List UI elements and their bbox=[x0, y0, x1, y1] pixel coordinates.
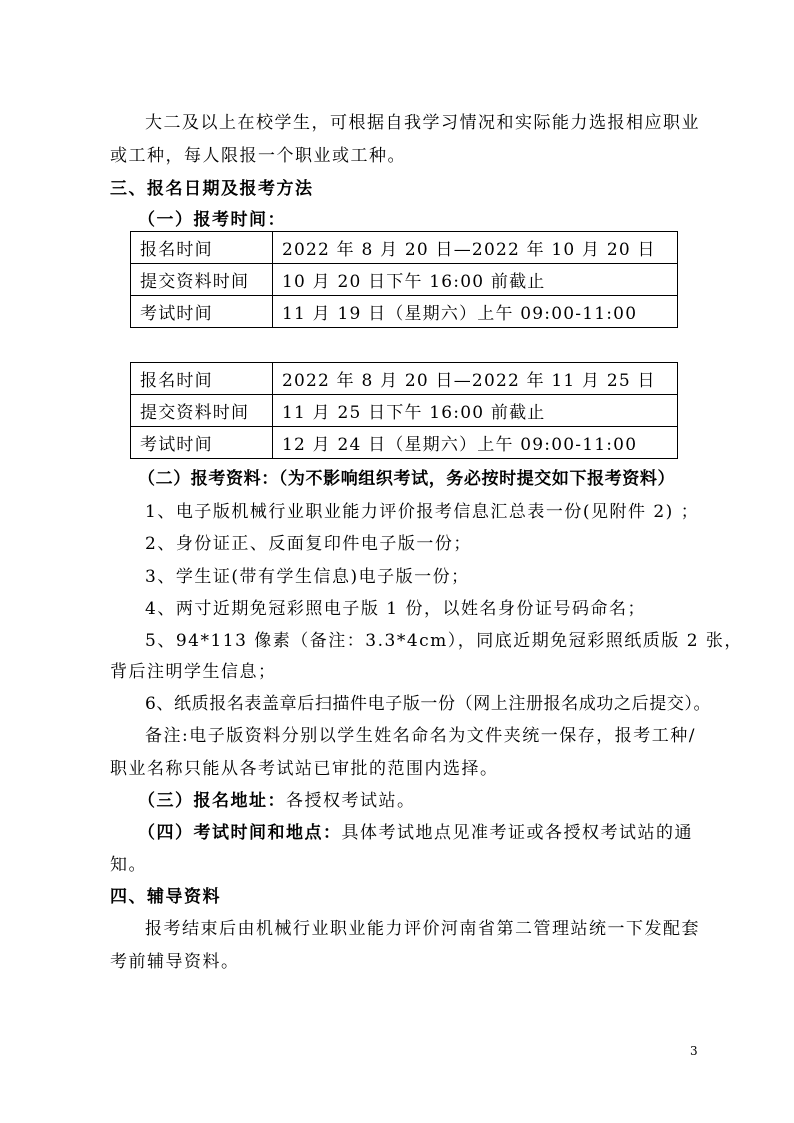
table-row bbox=[131, 232, 678, 264]
table-value-cell: 10 月 20 日下午 16:00 前截止 bbox=[273, 264, 678, 296]
table-key-cell: 报名时间 bbox=[131, 363, 273, 395]
table-key-cell: 提交资料时间 bbox=[131, 395, 273, 427]
table-key-cell: 考试时间 bbox=[131, 296, 273, 328]
subsection-3 bbox=[138, 789, 416, 813]
list-item: 3、学生证(带有学生信息)电子版一份； bbox=[145, 567, 470, 587]
table-value-cell: 2022 年 8 月 20 日—2022 年 11 月 25 日 bbox=[273, 363, 678, 395]
table-key-cell: 考试时间 bbox=[131, 427, 273, 459]
note-line-1: 备注:电子版资料分别以学生姓名命名为文件夹统一保存，报考工种/ bbox=[145, 726, 696, 746]
subsection-4-continuation: 知。 bbox=[110, 855, 147, 875]
intro-line-2: 或工种，每人限报一个职业或工种。 bbox=[110, 146, 406, 166]
subsection-3-text: 各授权考试站。 bbox=[286, 791, 416, 811]
subsection-4-text: 具体考试地点见准考证或各授权考试站的通 bbox=[341, 823, 693, 843]
page-number: 3 bbox=[690, 1044, 698, 1058]
list-item: 背后注明学生信息； bbox=[110, 662, 277, 682]
list-item: 5、94*113 像素（备注：3.3*4cm），同底近期免冠彩照纸质版 2 张， bbox=[145, 631, 743, 651]
list-item: 1、电子版机械行业职业能力评价报考信息汇总表一份(见附件 2) ； bbox=[145, 502, 700, 522]
table-row bbox=[131, 296, 678, 328]
table-value-cell: 12 月 24 日（星期六）上午 09:00-11:00 bbox=[273, 427, 678, 459]
subsection-3-title: （三）报名地址： bbox=[138, 791, 286, 811]
table-row bbox=[131, 395, 678, 427]
subsection-1-title: （一）报考时间： bbox=[138, 210, 286, 230]
table-value-cell: 2022 年 8 月 20 日—2022 年 10 月 20 日 bbox=[273, 232, 678, 264]
list-item: 4、两寸近期免冠彩照电子版 1 份，以姓名身份证号码命名； bbox=[145, 599, 646, 619]
list-item: 6、纸质报名表盖章后扫描件电子版一份（网上注册报名成功之后提交）。 bbox=[145, 694, 712, 714]
section-4-title: 四、辅导资料 bbox=[110, 887, 221, 907]
list-item: 2、身份证正、反面复印件电子版一份； bbox=[145, 534, 472, 554]
table-row bbox=[131, 363, 678, 395]
table-row bbox=[131, 427, 678, 459]
schedule-table-1 bbox=[130, 231, 678, 328]
table-row bbox=[131, 264, 678, 296]
section-3-title: 三、报名日期及报考方法 bbox=[110, 179, 314, 199]
closing-line-2: 考前辅导资料。 bbox=[110, 952, 240, 972]
subsection-4-title: （四）考试时间和地点： bbox=[138, 823, 342, 843]
note-line-2: 职业名称只能从各考试站已审批的范围内选择。 bbox=[110, 759, 499, 779]
schedule-table-2 bbox=[130, 362, 678, 459]
subsection-4 bbox=[138, 821, 693, 845]
table-key-cell: 报名时间 bbox=[131, 232, 273, 264]
table-key-cell: 提交资料时间 bbox=[131, 264, 273, 296]
subsection-2-title: （二）报考资料：（为不影响组织考试，务必按时提交如下报考资料） bbox=[138, 469, 676, 489]
closing-line-1: 报考结束后由机械行业职业能力评价河南省第二管理站统一下发配套 bbox=[145, 919, 700, 939]
table-value-cell: 11 月 19 日（星期六）上午 09:00-11:00 bbox=[273, 296, 678, 328]
table-value-cell: 11 月 25 日下午 16:00 前截止 bbox=[273, 395, 678, 427]
intro-line-1: 大二及以上在校学生，可根据自我学习情况和实际能力选报相应职业 bbox=[145, 113, 700, 133]
